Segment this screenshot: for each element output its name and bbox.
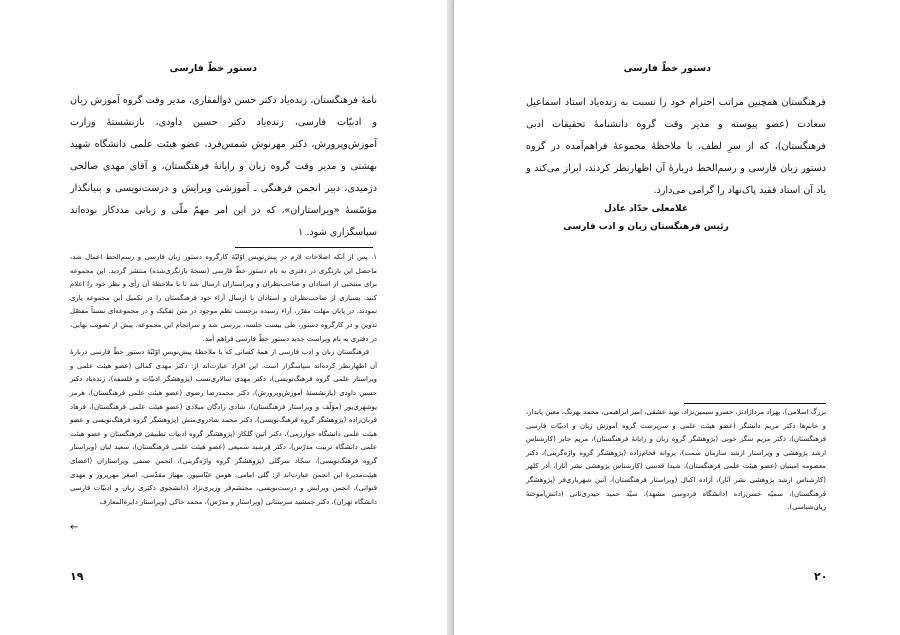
signature-name: غلامعلی حدّاد عادل	[603, 204, 689, 214]
footnote-rule	[684, 403, 826, 404]
footnote	[70, 251, 377, 509]
page-number: ۱۹	[70, 570, 84, 583]
page-19	[0, 0, 448, 635]
footnote-paragraph-2: فرهنگستان زبان و ادب فارسی از همهٔ کسانی که با ملاحظهٔ پیش‌نویس اوّلیّهٔ دستور خطّ فارسی دربارهٔ آن اظهارنظر کرده‌اند سپاسگزار است. این افراد عبارت‌اند از: دکتر مهدی کمالی (عضو هیئت علمی و ویراستار علمی گروه فرهنگ‌نویسی)، دکتر مهدی سالاری‌نسب (پژوهشگر ادبیّات و فلسفه)، زنده‌یاد دکتر حسین داودی (بازنشستهٔ آموزش‌وپرورش)، دکتر محمدرضا رضوی (عضو هیئت علمی فرهنگستان)، هرمز یوشهری‌پور (مؤلّف و ویراستار فرهنگستان)، شادی زادگان میلادی (عضو هیئت علمی فرهنگستان)، فرهاد قربان‌زاده (پژوهشگر گروه فرهنگ‌نویسی)، دکتر محمد شادروی‌منش (پژوهشگر گروه فرهنگ‌نویسی و عضو هیئت علمی دانشگاه خوارزمی)، دکتر آتین گلکار (پژوهشگر گروه ادبیات تطبیقی فرهنگستان و عضو هیئت علمی دانشگاه تربیت مدرّس)، دکتر فرشید سمیعی (عضو هیئت علمی فرهنگستان)، سعید لیان (ویراستار گروه فرهنگ‌نویسی)، سجّاد سرگلی (پژوهشگر گروه واژه‌گزینی)، انجمن صنفی ویراستاران (اعضای هیئت‌مدیرهٔ این انجمن عبارت‌اند از: گلی امامی، هومن عبّاسپور، مهناز مقدّسی، اصغر مهرپرور و مهدی قنواتی)، انجمن ویرایش و درست‌نویسی، محتشم‌فر وزیری‌نژاد (دانشجوی دکتری زبان و ادبیّات فارسی دانشگاه تهران)، دکتر جمشید سرستانی (ویراستار و مدرّس)، محمد خاکی (ویراستار دایرةالمعارف	[70, 348, 377, 506]
signature-block	[526, 200, 766, 236]
footnote-rule	[235, 247, 373, 248]
continue-arrow-icon: ←	[70, 522, 79, 533]
running-header: دستور خطّ فارسی	[169, 63, 257, 74]
body-text: نامهٔ فرهنگستان، زنده‌یاد دکتر حسن ذوالفقاری، مدیر وقت گروه آموزش زبان و ادبیّات فارسی، زنده‌یاد دکتر حسین داودی، بازنشستهٔ وزارت آموزش‌وپرورش، دکتر مهرنوش شمس‌فرد، عضو هیئت علمی دانشگاه شهید بهشتی و مدیر وقت گروه زبان و رایانهٔ فرهنگستان، و آقای مهدی صالحی دژمیدی، دبیر انجمن فرهنگی ـ آموزشی ویرایش و درست‌نویسی و بنیانگذار مؤسّسهٔ «ویراستاران»، که در این امر مهمّ ملّی و زبانی مددکار بوده‌اند سپاسگزاری شود. ۱	[70, 95, 377, 238]
page-number: ۲۰	[814, 570, 828, 583]
signature-title: رئیس فرهنگستان زبان و ادب فارسی	[563, 222, 729, 232]
footnote: بزرگ اسلامی)، بهزاد مرداژادنژ، خسرو سیمین‌نژاد، نوید عشقی، امیر ابراهیمی، محمد بهرنگ، معین پایدار، و خانم‌ها دکتر مریم دانشگر (عضو هیئت علمی و سرپرست گروه آموزش زبان و ادبیّات فارسی فرهنگستان)، دکتر مریم سگر خوبی (پژوهشگر گروه زبان و رایانهٔ فرهنگستان)، مریم جابر (کارشناس ارشد پژوهشی و ویراستار ارشد سازمان سمت)، پروانه فخام‌زاده (پژوهشگر گروه واژه‌گزینی)، دکتر معصومه امینیان (عضو هیئت علمی فرهنگستان)، شیدا قدسی (کارشناس پژوهشی نشر آثار)، آذر کلهر (کارشناس ارشد پژوهشی نشر آثار)، آزاده اکبال (ویراستار فرهنگستان)، آتین شهریاری‌فر (پژوهشگر فرهنگستان)، سمیّه حسن‌زاده (دانشگاه فردوسی مشهد)، سیّد حمید حیدری‌ثانی (دانش‌آموختهٔ زبان‌شناسی).	[526, 408, 826, 512]
page-20	[453, 0, 900, 635]
footnote-paragraph-1: ۱. پس از آنکه اصلاحات لازم در پیش‌نویس اوّلیّهٔ کارگروه دستور زبان فارسی و رسم‌الخط اعمال شد، ماحصل این بازنگری در دفتری به نام دستور خطّ فارسی (نسخهٔ بازنگری‌شده) منتشر گردید. این مجموعه برای منتخبی از استادان و صاحب‌نظران و ویراستاران ارسال شد تا با ملاحظهٔ آن رأی و نظر خود را اعلام کنند. بسیاری از صاحب‌نظران و استادان با ارسال آراء خود فرهنگستان را در تکمیل این مجموعه یاری نمودند. در پایان مهلت مقرّر، آراء رسیده برحسب نظم موجود در متن تفکیک و در مجموعه‌ای نسبتاً مفصّل تدوین و در کارگروه دستور، طی بیست جلسه، بررسی شد و سرانجام این مجموعه، پیش از تصویب نهایی، در دفتری به نام ویراست جدید دستور خطّ فارسی فراهم آمد.	[70, 253, 377, 343]
running-header: دستور خطّ فارسی	[623, 63, 711, 74]
body-text: فرهنگستان همچنین مراتب احترام خود را نسبت به زنده‌یاد استاد اسماعیل سعادت (عضو پیوسته و مدیر وقت گروه دانشنامهٔ تحقیقات ادبی فرهنگستان)، که از سرِ لطف، با ملاحظهٔ مجموعهٔ فراهم‌آمده در گروه دستور زبان فارسی و رسم‌الخط دربارهٔ آن اظهارنظر کردند، ابراز می‌کند و یاد آن استاد فقید پاک‌نهاد را گرامی می‌دارد.	[526, 97, 826, 196]
